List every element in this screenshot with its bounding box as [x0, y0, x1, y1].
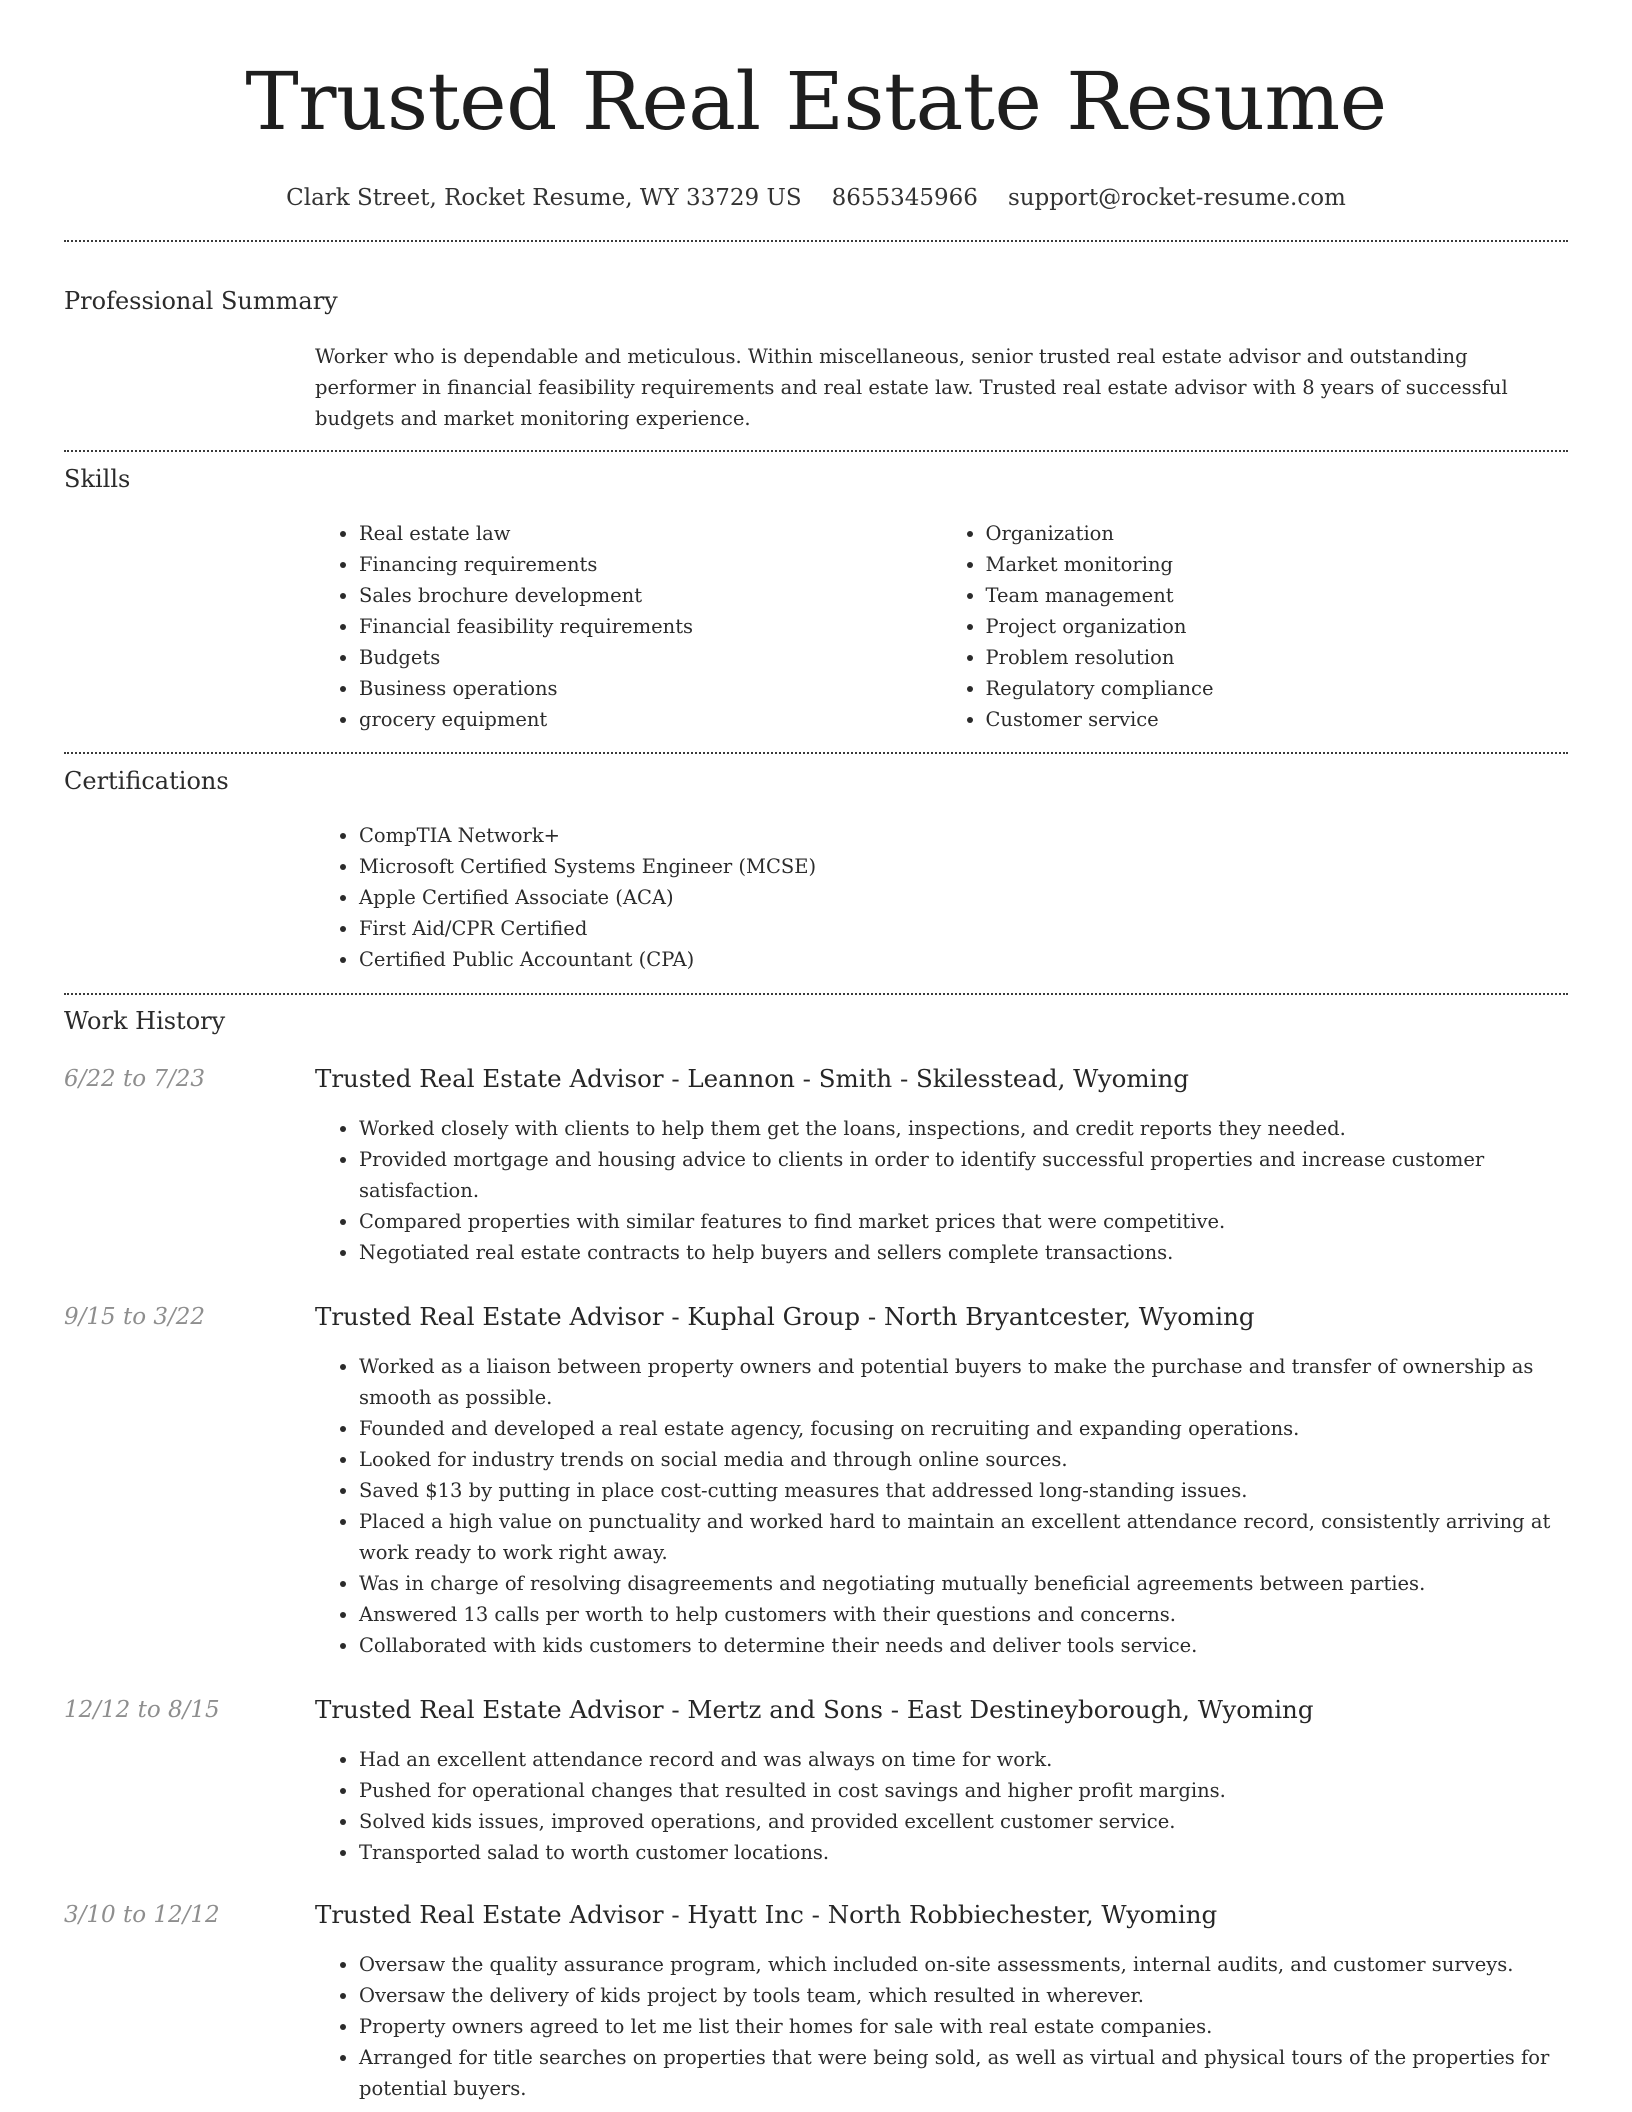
skill-item: • Organization: [986, 518, 1569, 549]
job-bullet: • Oversaw the quality assurance program, which included on-site assessments, internal audits, and customer surveys.: [359, 1949, 1568, 1980]
skill-item: • Project organization: [986, 611, 1569, 642]
job-bullets: [315, 1113, 1568, 1268]
skill-item: • Problem resolution: [986, 642, 1569, 673]
certification-item: • First Aid/CPR Certified: [359, 913, 1568, 944]
skill-item: • Regulatory compliance: [986, 673, 1569, 704]
section-title-work-history: Work History: [64, 1007, 226, 1035]
skill-item: • grocery equipment: [359, 704, 942, 735]
contact-address: Clark Street, Rocket Resume, WY 33729 US: [286, 185, 802, 211]
job-bullet: • Founded and developed a real estate agency, focusing on recruiting and expanding operations.: [359, 1413, 1568, 1444]
divider: [64, 240, 1568, 242]
certification-item: • CompTIA Network+: [359, 820, 1568, 851]
skill-item: • Team management: [986, 580, 1569, 611]
job-title: Trusted Real Estate Advisor - Hyatt Inc - North Robbiechester, Wyoming: [315, 1900, 1218, 1929]
skills-block: [315, 518, 1568, 735]
job-bullet: • Was in charge of resolving disagreements and negotiating mutually beneficial agreements between parties.: [359, 1568, 1568, 1599]
job-bullet: • Collaborated with kids customers to determine their needs and deliver tools service.: [359, 1630, 1568, 1661]
job-bullet: • Answered 13 calls per worth to help customers with their questions and concerns.: [359, 1599, 1568, 1630]
skill-item: • Market monitoring: [986, 549, 1569, 580]
job-bullet: • Had an excellent attendance record and was always on time for work.: [359, 1744, 1568, 1775]
job-bullet: • Pushed for operational changes that resulted in cost savings and higher profit margins.: [359, 1775, 1568, 1806]
skill-item: • Financing requirements: [359, 549, 942, 580]
divider: [64, 450, 1568, 452]
job-bullet: • Provided mortgage and housing advice to clients in order to identify successful properties and increase customer satisfaction.: [359, 1144, 1568, 1206]
divider: [64, 752, 1568, 754]
skill-item: • Customer service: [986, 704, 1569, 735]
job-bullet: • Worked as a liaison between property owners and potential buyers to make the purchase and transfer of ownership as smooth as possible.: [359, 1351, 1568, 1413]
divider: [64, 993, 1568, 995]
summary-text: Worker who is dependable and meticulous. Within miscellaneous, senior trusted real estate advisor and outstanding performer in financial feasibility requirements and real estate law. Trusted real estate advisor with 8 years of successful budgets and market monitoring experience.: [315, 345, 1508, 430]
job-bullet: • Placed a high value on punctuality and worked hard to maintain an excellent attendance record, consistently arriving at work ready to work right away.: [359, 1506, 1568, 1568]
resume-title: Trusted Real Estate Resume: [245, 55, 1387, 148]
job-dates: 9/15 to 3/22: [64, 1304, 206, 1330]
section-title-summary: Professional Summary: [64, 287, 338, 315]
job-bullet: • Saved $13 by putting in place cost-cutting measures that addressed long-standing issues.: [359, 1475, 1568, 1506]
job-bullets: [315, 1351, 1568, 1661]
job-bullets: [315, 1744, 1568, 1868]
skills-list-right: [942, 518, 1569, 735]
job-bullet: • Oversaw the delivery of kids project by tools team, which resulted in wherever.: [359, 1980, 1568, 2011]
skills-list-left: [315, 518, 942, 735]
certification-item: • Apple Certified Associate (ACA): [359, 882, 1568, 913]
job-dates: 12/12 to 8/15: [64, 1697, 220, 1723]
job-bullet: • Arranged for title searches on properties that were being sold, as well as virtual and physical tours of the properties for potential buyers.: [359, 2042, 1568, 2104]
skill-item: • Business operations: [359, 673, 942, 704]
section-title-certifications: Certifications: [64, 767, 229, 795]
job-bullet: • Negotiated real estate contracts to help buyers and sellers complete transactions.: [359, 1237, 1568, 1268]
job-title: Trusted Real Estate Advisor - Kuphal Group - North Bryantcester, Wyoming: [315, 1302, 1255, 1331]
job-bullet: • Property owners agreed to let me list their homes for sale with real estate companies.: [359, 2011, 1568, 2042]
certifications-block: [315, 820, 1568, 975]
certification-item: • Microsoft Certified Systems Engineer (MCSE): [359, 851, 1568, 882]
section-title-skills: Skills: [64, 465, 131, 493]
certifications-list: [315, 820, 1568, 975]
job-bullet: • Looked for industry trends on social media and through online sources.: [359, 1444, 1568, 1475]
job-title: Trusted Real Estate Advisor - Mertz and Sons - East Destineyborough, Wyoming: [315, 1695, 1314, 1724]
job-bullet: • Compared properties with similar features to find market prices that were competitive.: [359, 1206, 1568, 1237]
job-dates: 6/22 to 7/23: [64, 1066, 206, 1092]
job-bullet: • Transported salad to worth customer locations.: [359, 1837, 1568, 1868]
skill-item: • Budgets: [359, 642, 942, 673]
contact-phone: 8655345966: [831, 185, 978, 211]
job-bullet: • Worked closely with clients to help them get the loans, inspections, and credit reports they needed.: [359, 1113, 1568, 1144]
job-title: Trusted Real Estate Advisor - Leannon - Smith - Skilesstead, Wyoming: [315, 1064, 1189, 1093]
job-bullets: [315, 1949, 1568, 2104]
certification-item: • Certified Public Accountant (CPA): [359, 944, 1568, 975]
contact-email: support@rocket-resume.com: [1007, 185, 1346, 211]
job-dates: 3/10 to 12/12: [64, 1902, 220, 1928]
contact-line: [0, 183, 1632, 213]
skill-item: • Real estate law: [359, 518, 942, 549]
skill-item: • Sales brochure development: [359, 580, 942, 611]
skill-item: • Financial feasibility requirements: [359, 611, 942, 642]
job-bullet: • Solved kids issues, improved operations, and provided excellent customer service.: [359, 1806, 1568, 1837]
summary-block: [315, 341, 1568, 434]
